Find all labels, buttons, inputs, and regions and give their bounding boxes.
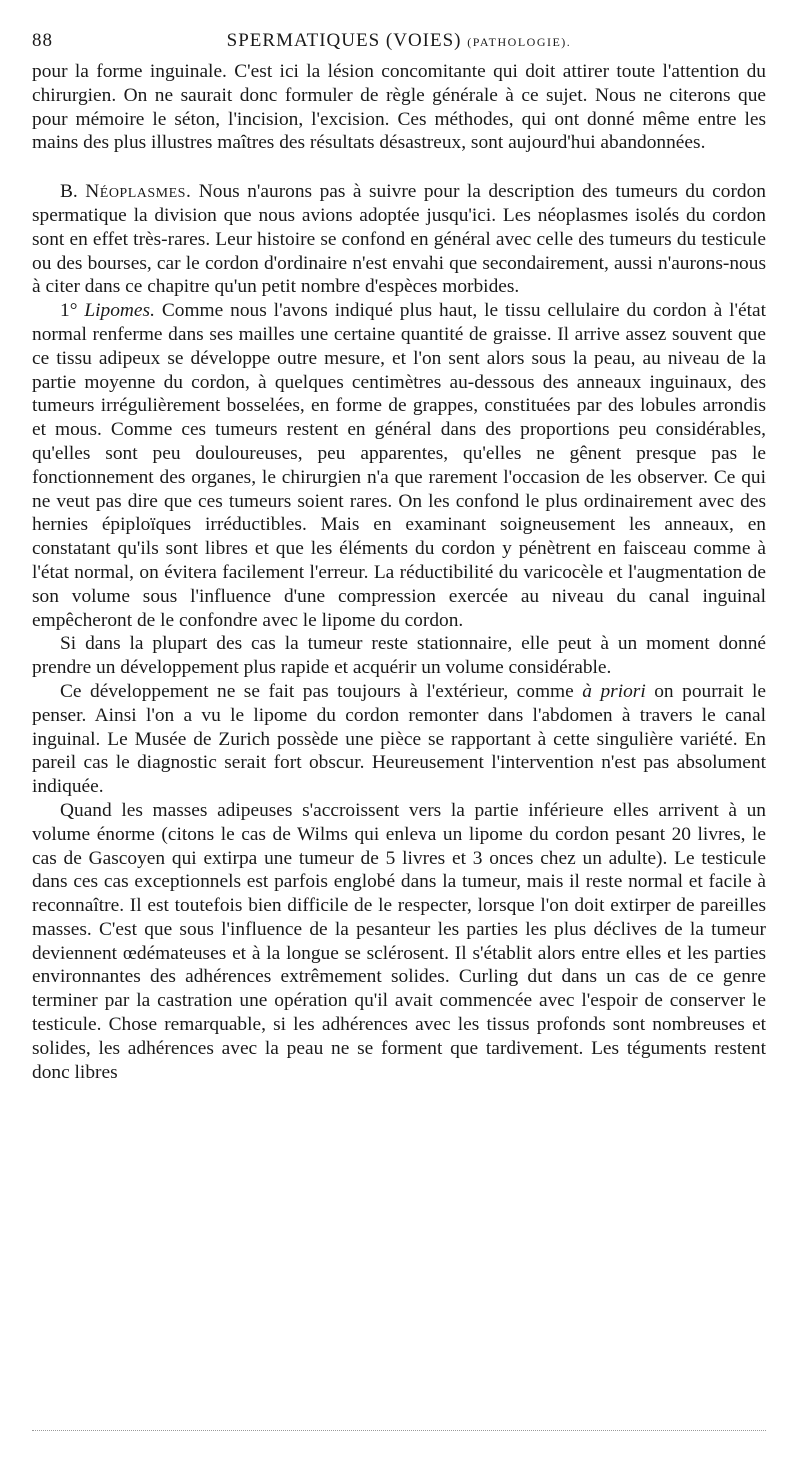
subsection-heading-lipomes: Lipomes.: [84, 300, 155, 322]
paragraph-6: Quand les masses adipeuses s'accroissent vers la partie inférieure elles arrivent à un volume énorme (citons le cas de Wilms qui enleva un lipome du cordon pesant 20 livres, le cas de Gascoyen qui extirpa une tumeur de 5 livres et 3 onces chez un adulte). Le testicule dans ces cas exceptionnels est parfois englobé dans la tumeur, mais il reste normal et facile à reconnaître. Il est toutefois bien difficile de le respecter, lorsque l'on doit extirper de pareilles masses. C'est que sous l'influence de la pesanteur les parties les plus déclives de la tumeur deviennent œdémateuses et à la longue se sclérosent. Il s'établit alors entre elles et les parties environnantes des adhérences extrêmement solides. Curling dut dans un cas de ce genre terminer par la castration une opération qu'il avait commencée avec l'espoir de conserver le testicule. Chose remarquable, si les adhérences avec les tissus profonds sont nombreuses et solides, les adhérences avec la peau ne se forment que tardivement. Les téguments restent donc libres: [32, 799, 766, 1083]
paragraph-text: Ce développement ne se fait pas toujours à l'extérieur, comme: [60, 680, 583, 702]
subsection-label: 1°: [60, 300, 85, 322]
section-heading-neoplasmes: Néoplasmes.: [85, 181, 192, 203]
paragraph-lipomes: [32, 299, 766, 632]
italic-phrase: à priori: [582, 680, 646, 702]
paragraph-text: Nous n'aurons pas à suivre pour la description des tumeurs du cordon spermatique la division que nous avions adoptée jusqu'ici. Les néoplasmes isolés du cordon sont en effet très-rares. Leur histoire se confond en général avec celle des tumeurs du testicule ou des bourses, car le cordon d'ordinaire n'est envahi que secondairement, aussi n'aurons-nous à citer dans ce chapitre qu'un petit nombre d'espèces morbides.: [32, 181, 766, 298]
page-number: 88: [32, 30, 53, 51]
running-title-sub: (PATHOLOGIE).: [467, 35, 572, 49]
section-label: B.: [60, 181, 86, 203]
paragraph-5: [32, 680, 766, 799]
paragraph-4: Si dans la plupart des cas la tumeur reste stationnaire, elle peut à un moment donné prendre un développement plus rapide et acquérir un volume considérable.: [32, 633, 766, 679]
page-header: [32, 28, 766, 58]
page-body: [32, 60, 766, 1084]
paragraph-text: Comme nous l'avons indiqué plus haut, le tissu cellulaire du cordon à l'état normal renferme dans ses mailles une certaine quantité de graisse. Il arrive assez souvent que ce tissu adipeux se développe outre mesure, et l'on sent alors sous la peau, au niveau de la partie moyenne du cordon, à quelques centimètres au-dessous des anneaux inguinaux, des tumeurs irrégulièrement bosselées, en forme de grappes, constituées par des lobules arrondis et mous. Comme ces tumeurs restent en général dans des proportions peu considérables, qu'elles sont peu douloureuses, peu apparentes, qu'elles ne gênent presque pas le fonctionnement des organes, le chirurgien n'a que rarement l'occasion de les observer. Ce qui ne veut pas dire que ces tumeurs soient rares. On les confond le plus ordinairement avec des hernies épiploïques irréductibles. Mais en examinant soigneusement les anneaux, en constatant qu'ils sont libres et que les éléments du cordon y pénètrent en faisceau comme à l'état normal, on évitera facilement l'erreur. La réductibilité du varicocèle et l'augmentation de son volume sous l'influence d'une compression exercée au niveau du canal inguinal empêcheront de le confondre avec le lipome du cordon.: [32, 300, 766, 631]
running-title: [32, 30, 766, 52]
paragraph-1: pour la forme inguinale. C'est ici la lésion concomitante qui doit attirer toute l'attention du chirurgien. On ne saurait donc formuler de règle générale à ce sujet. Nous ne citerons que pour mémoire le séton, l'incision, l'excision. Ces méthodes, qui ont donné même entre les mains des plus illustres maîtres des résultats désastreux, sont aujourd'hui abandonnées.: [32, 61, 766, 154]
paragraph-text: on pourrait le penser. Ainsi l'on a vu le lipome du cordon remonter dans l'abdomen à travers le canal inguinal. Le Musée de Zurich possède une pièce se rapportant à cette singulière variété. En pareil cas le diagnostic serait fort obscur. Heureusement l'intervention n'est pas absolument indiquée.: [32, 680, 767, 798]
footer-dotted-rule: [32, 1430, 766, 1431]
paragraph-neoplasmes: [32, 180, 766, 299]
running-title-main: SPERMATIQUES (VOIES): [226, 30, 468, 51]
